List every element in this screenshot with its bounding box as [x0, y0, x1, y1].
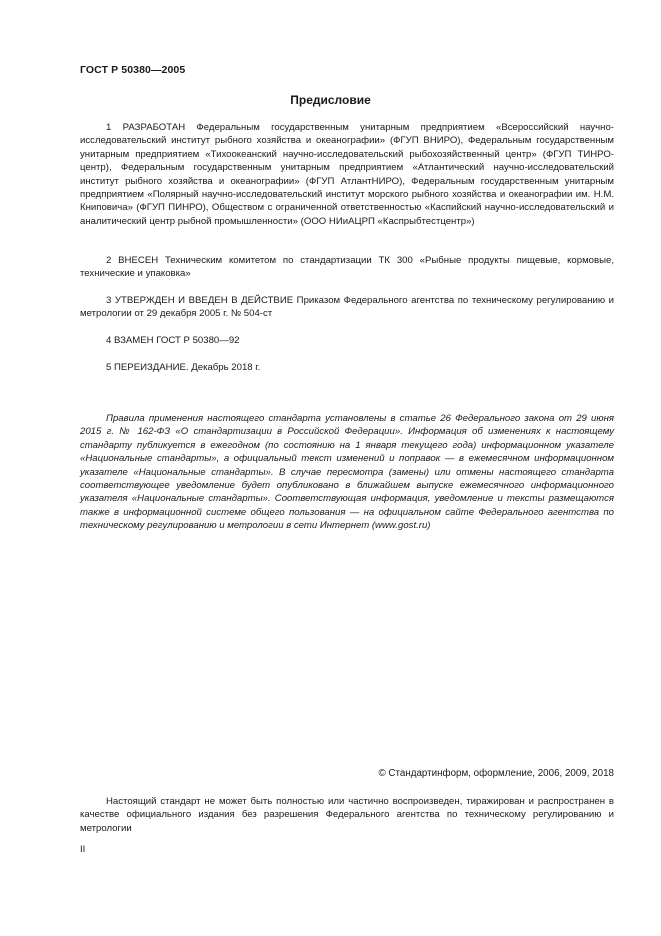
page-number: II	[80, 844, 86, 855]
standard-code-header: ГОСТ Р 50380—2005	[80, 64, 186, 76]
page-title: Предисловие	[290, 93, 371, 107]
preface-item-1: 1 РАЗРАБОТАН Федеральным государственным унитарным предприятием «Всероссийский научно-исследовательский институт рыбного хозяйства и океанографии» (ФГУП ВНИРО), Федеральным государственным унитарным предприятием «Тихоокеанский научно-исследовательский рыбохозяйственный центр» (ФГУП ТИНРО-центр), Федеральным государственным унитарным предприятием «Атлантический научно-исследовательский институт рыбного хозяйства и океанографии» (ФГУП АтлантНИРО), Федеральным государственным унитарным предприятием «Полярный научно-исследовательский институт морского рыбного хозяйства и океанографии им. Н.М. Книповича» (ФГУП ПИНРО), Обществом с ограниченной ответственностью «Каспийский научно-исследовательский и аналитический центр рыбной промышленности» (ООО НИиАЦРП «Каспрыбтестцентр»)	[80, 122, 614, 227]
copyright-line: © Стандартинформ, оформление, 2006, 2009, 2018	[378, 768, 614, 779]
preface-item-2: 2 ВНЕСЕН Техническим комитетом по стандартизации ТК 300 «Рыбные продукты пищевые, кормовые, технические и упаковка»	[80, 255, 614, 280]
preface-item-5: 5 ПЕРЕИЗДАНИЕ. Декабрь 2018 г.	[106, 362, 261, 373]
preface-item-4: 4 ВЗАМЕН ГОСТ Р 50380—92	[106, 335, 240, 346]
reproduction-notice: Настоящий стандарт не может быть полностью или частично воспроизведен, тиражирован и распространен в качестве официального издания без разрешения Федерального агентства по техническому регулированию и метрологии	[80, 796, 614, 834]
preface-item-3: 3 УТВЕРЖДЕН И ВВЕДЕН В ДЕЙСТВИЕ Приказом Федерального агентства по техническому регулированию и метрологии от 29 декабря 2005 г. № 504-ст	[80, 295, 614, 320]
usage-rules-notice: Правила применения настоящего стандарта установлены в статье 26 Федерального закона от 29 июня 2015 г. № 162-ФЗ «О стандартизации в Российской Федерации». Информация об изменениях к настоящему стандарту публикуется в ежегодном (по состоянию на 1 января текущего года) информационном указателе «Национальные стандарты», а официальный текст изменений и поправок — в ежемесячном информационном указателе «Национальные стандарты». В случае пересмотра (замены) или отмены настоящего стандарта соответствующее уведомление будет опубликовано в ближайшем выпуске ежемесячного информационного указателя «Национальные стандарты». Соответствующая информация, уведомление и тексты размещаются также в информационной системе общего пользования — на официальном сайте Федерального агентства по техническому регулированию и метрологии в сети Интернет (www.gost.ru)	[80, 413, 614, 532]
